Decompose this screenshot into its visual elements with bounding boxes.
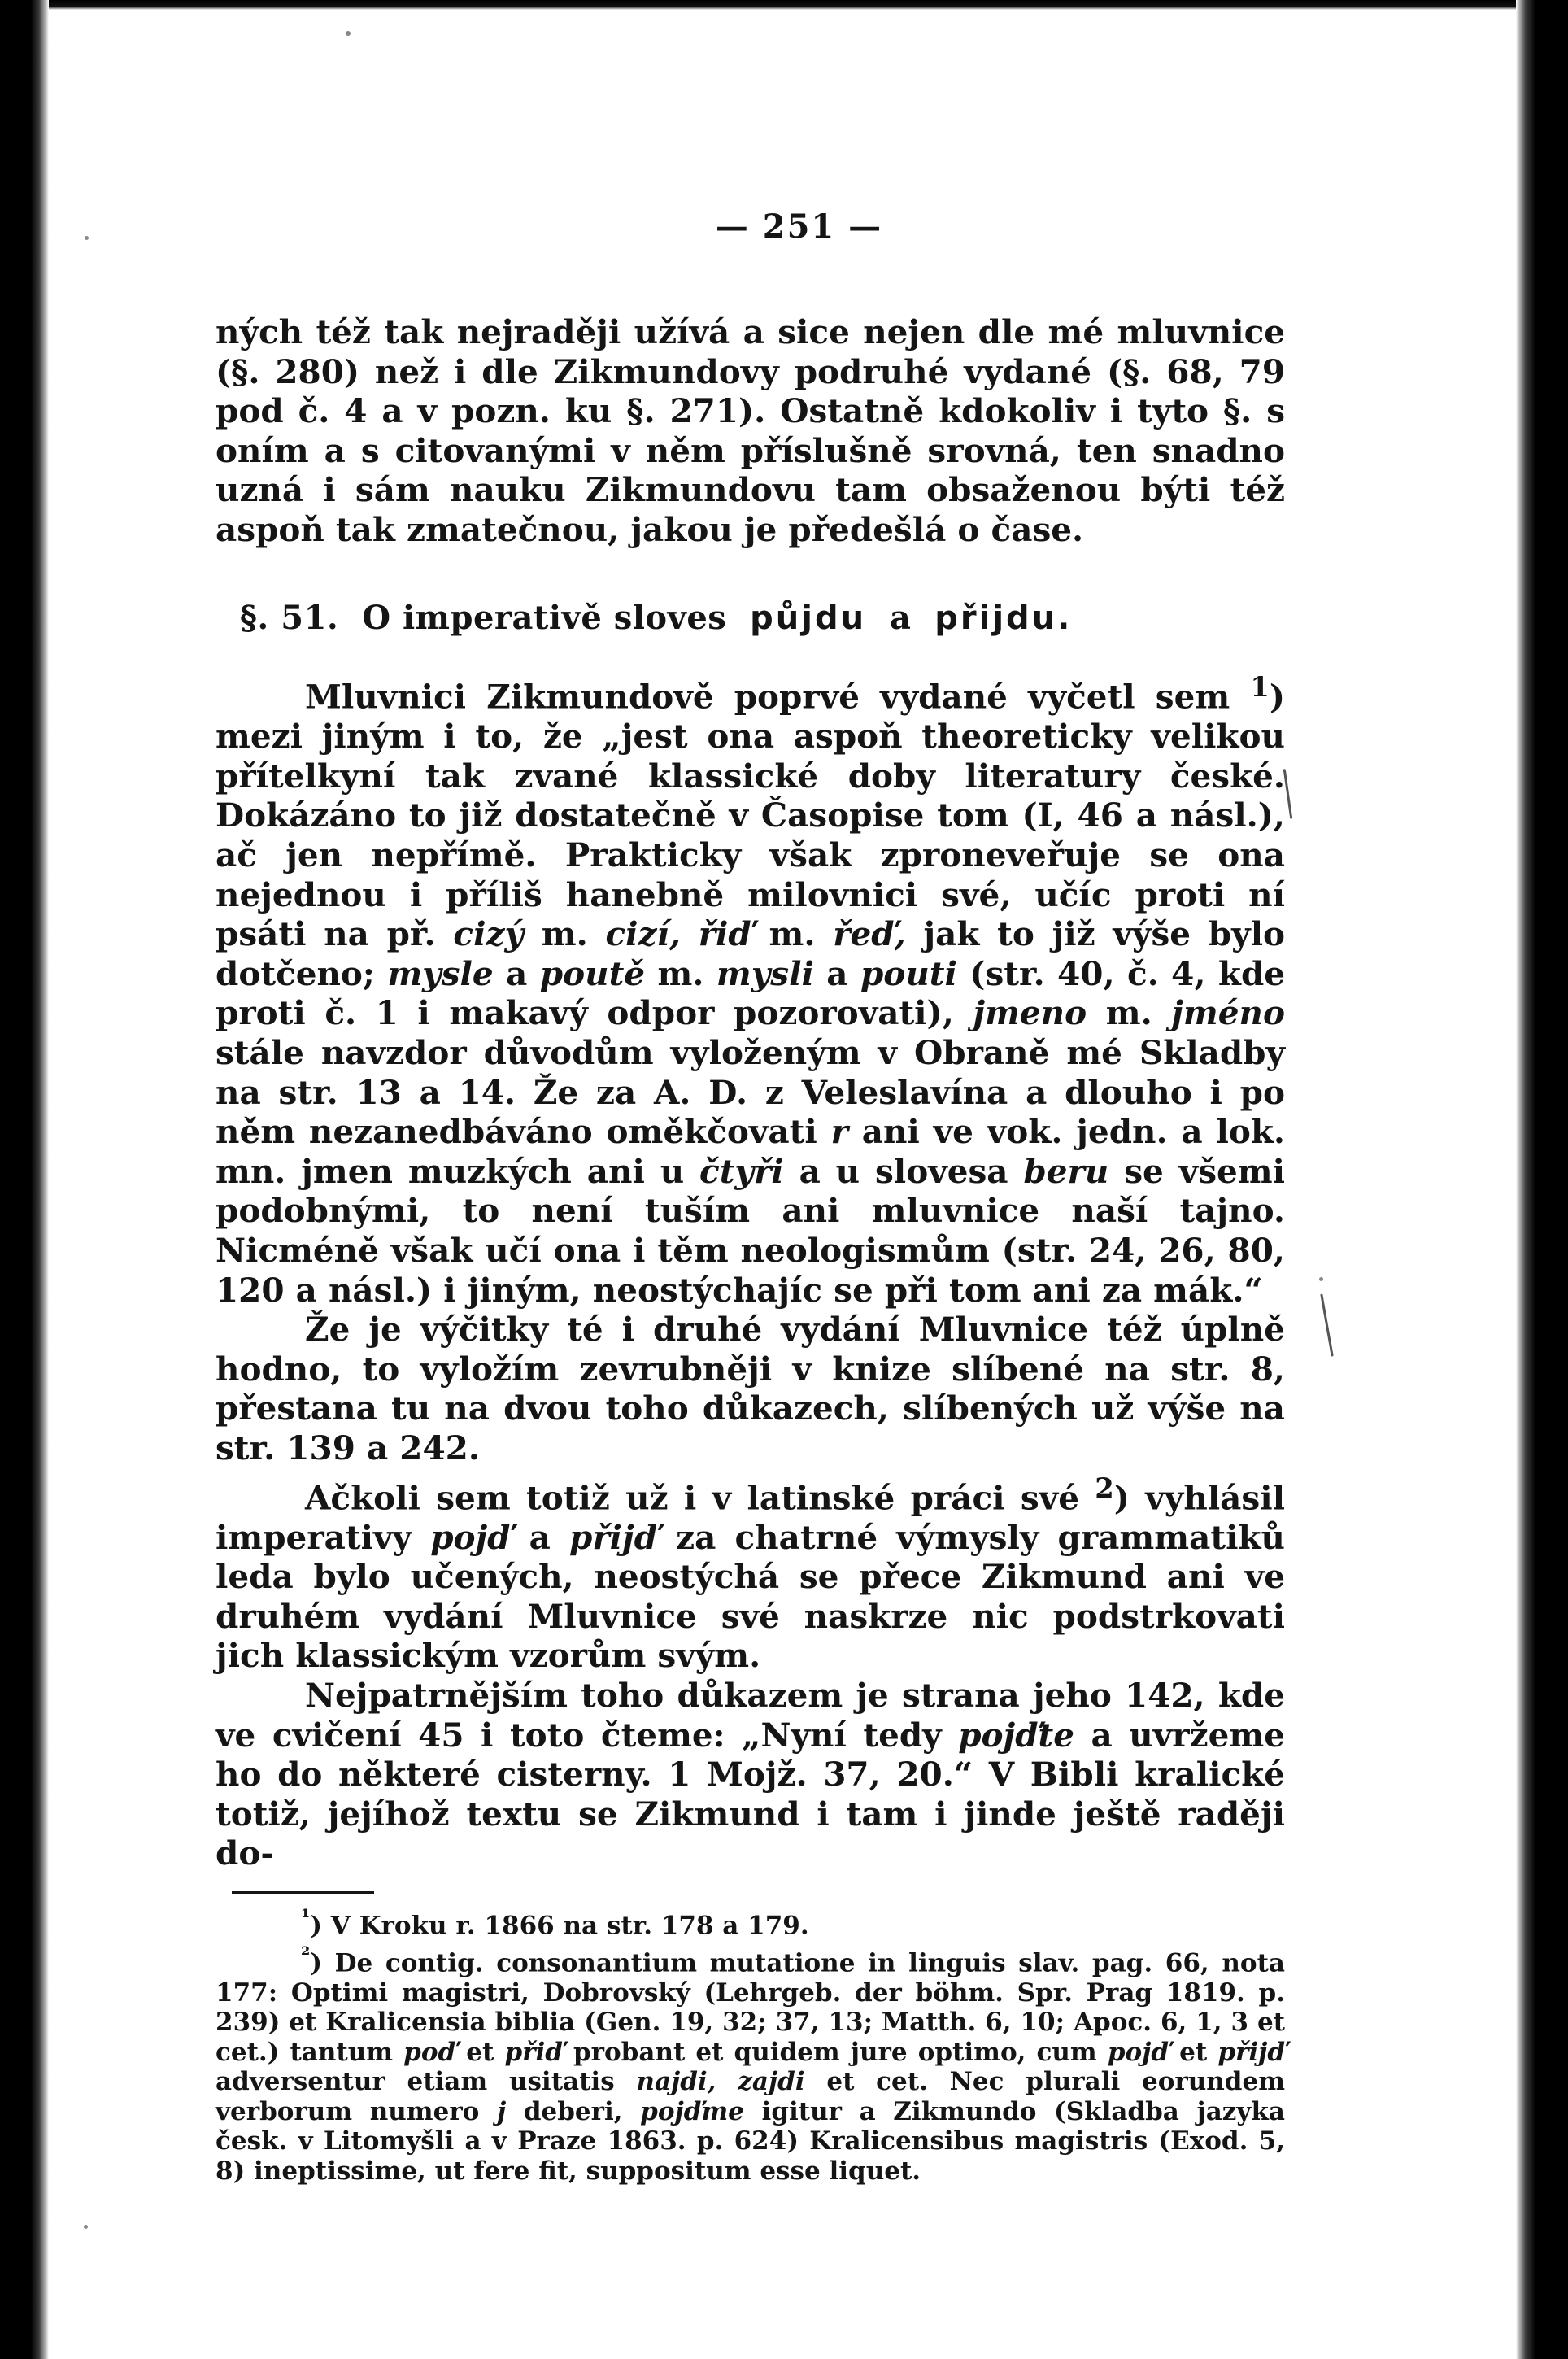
text-run: ) vyhlásil imperativy	[216, 1478, 1285, 1557]
text-run: m.	[1105, 993, 1152, 1033]
section-number: §. 51.	[240, 598, 339, 637]
scan-edge-right	[1516, 0, 1568, 2359]
paragraph-4	[216, 1676, 1285, 1873]
italic-term: jméno	[1171, 993, 1285, 1033]
footnote-text: deberi,	[523, 2096, 623, 2126]
book-page	[216, 207, 1285, 2186]
paragraph-1	[216, 667, 1285, 1310]
paragraph-3	[216, 1468, 1285, 1676]
text-run: a	[826, 953, 848, 993]
italic-term: čtyři	[699, 1151, 784, 1191]
italic-term: mysle	[387, 953, 494, 993]
italic-term: poď	[403, 2037, 456, 2067]
text-run: ) mezi jiným i to, že „jest ona aspoň theoreticky velikou přítelkyní tak zvané klassické doby literatury české. Dokázáno to již dostatečně v Časopise tom (I, 46 a násl.), ač jen nepřímě. Prakticky však zproneveřuje se ona nejednou i příliš hanebně milovnici své, učíc proti ní psáti na př.	[216, 677, 1285, 954]
text-run: a u slovesa	[799, 1151, 1008, 1191]
italic-term: jmeno	[973, 993, 1087, 1033]
footnote-ref-2: 2	[1095, 1471, 1114, 1504]
italic-term: pojď	[430, 1517, 511, 1557]
section-term-2: přijdu.	[934, 599, 1073, 637]
footnote-text: igitur a Zikmundo (Skladba jazyka česk. v Litomyšli a v Praze 1863. p. 624) Kralicensibus magistris (Exod. 5, 8) ineptissime, ut fere fit, suppositum esse liquet.	[216, 2096, 1285, 2186]
italic-term: beru	[1023, 1151, 1109, 1191]
italic-term: j	[496, 2096, 507, 2126]
text-run: se všemi podobnými, to není tuším ani mluvnice naší tajno. Nicméně však učí ona i těm neologismům (str. 24, 26, 80, 120 a násl.) i jiným, neostýchajíc se při tom ani za mák.“	[216, 1151, 1286, 1310]
scan-edge-top	[0, 0, 1568, 10]
paragraph-2: Že je výčitky té i druhé vydání Mluvnice též úplně hodno, to vyložím zevrubněji v knize slíbené na str. 8, přestana tu na dvou toho důkazech, slíbených už výše na str. 139 a 242.	[216, 1310, 1285, 1467]
italic-term: přiď	[504, 2037, 563, 2067]
italic-term: cizí, řiď	[605, 914, 751, 954]
text-run: (str. 40, č. 4, kde proti č. 1 i makavý odpor pozorovati),	[216, 953, 1286, 1033]
text-run: za chatrné výmysly grammatiků leda bylo učených, neostýchá se přece Zikmund ani ve druhém vydání Mluvnice své naskrze nic podstrkovati jich klassickým vzorům svým.	[216, 1517, 1285, 1676]
text-run: a	[529, 1517, 551, 1557]
footnote-2	[216, 1941, 1285, 2186]
text-run: Ačkoli sem totiž už i v latinské práci své	[305, 1478, 1079, 1518]
footnote-divider	[232, 1891, 374, 1894]
section-term-1: půjdu	[750, 599, 867, 637]
margin-mark	[1320, 1293, 1333, 1356]
scan-speck	[84, 2225, 88, 2229]
footnote-1	[216, 1903, 1285, 1941]
text-run: stále navzdor důvodům vyloženým v Obraně mé Skladby na str. 13 a 14. Že za A. D. z Veleslavína a dlouho i po něm nezanedbáváno oměkčovati	[216, 1033, 1285, 1152]
footnote-ref-1: 1	[1250, 670, 1270, 704]
italic-term: pojďte	[958, 1715, 1074, 1755]
italic-term: přijď	[1217, 2037, 1285, 2067]
text-run: jak to již výše bylo dotčeno;	[216, 914, 1286, 993]
italic-term: poutě	[539, 953, 646, 993]
footnote-mark: ¹	[301, 1905, 311, 1930]
italic-term: cizý	[453, 914, 524, 954]
page-body	[216, 312, 1285, 1873]
text-run: ani ve vok. jedn. a lok. mn. jmen muzkých ani u	[216, 1112, 1286, 1191]
footnote-text: ) De contig. consonantium mutatione in linguis slav. pag. 66, nota 177: Optimi magistri, Dobrovský (Lehrgeb. der böhm. Spr. Prag 1819. p. 239) et Kralicensia biblia (Gen. 19, 32; 37, 13; Matth. 6, 10; Apoc. 6, 1, 3 et cet.) tantum	[216, 1948, 1285, 2067]
text-run: a	[506, 953, 528, 993]
italic-term: r	[830, 1112, 848, 1152]
italic-term: pojďme	[640, 2096, 744, 2126]
scan-edge-left	[0, 0, 49, 2359]
italic-term: pojď	[1107, 2037, 1169, 2067]
scan-speck	[1319, 1277, 1323, 1281]
footnote-mark: ²	[301, 1943, 311, 1968]
section-heading	[216, 599, 1285, 639]
section-title: O imperativě sloves	[362, 598, 727, 637]
italic-term: přijď	[569, 1517, 658, 1557]
footnotes	[216, 1903, 1285, 2186]
footnote-text: ) V Kroku r. 1866 na str. 178 a 179.	[310, 1911, 809, 1941]
intro-paragraph: ných též tak nejraději užívá a sice nejen dle mé mluvnice (§. 280) než i dle Zikmundovy podruhé vydané (§. 68, 79 pod č. 4 a v pozn. ku §. 271). Ostatně kdokoliv i tyto §. s oním a s citovanými v něm příslušně srovná, ten snadno uzná i sám nauku Zikmundovu tam obsaženou býti též aspoň tak zmatečnou, jakou je předešlá o čase.	[216, 312, 1285, 549]
scan-speck	[85, 236, 89, 240]
footnote-text: et cet. Nec plurali eorundem verborum numero	[216, 2067, 1285, 2126]
italic-term: pouti	[860, 953, 957, 993]
text-run: m.	[769, 914, 816, 954]
italic-term: řeď,	[833, 914, 906, 954]
text-run: Nejpatrnějším toho důkazem je strana jeho 142, kde ve cvičení 45 i toto čteme: „Nyní tedy	[216, 1676, 1285, 1755]
italic-term: najdi, zajdi	[636, 2067, 805, 2097]
footnote-text: et	[1179, 2037, 1208, 2067]
section-conjunction: a	[889, 598, 912, 637]
footnote-text: et	[466, 2037, 494, 2067]
text-run: m.	[541, 914, 588, 954]
scan-speck	[346, 31, 351, 36]
footnote-text: probant et quidem jure optimo, cum	[573, 2037, 1097, 2067]
footnote-text: adversentur etiam usitatis	[216, 2067, 615, 2097]
text-run: m.	[657, 953, 704, 993]
italic-term: mysli	[716, 953, 814, 993]
text-run: a uvržeme ho do některé cisterny. 1 Mojž. 37, 20.“ V Bibli kralické totiž, jejíhož textu se Zikmund i tam i jinde ještě raději do-	[216, 1715, 1285, 1873]
text-run: Mluvnici Zikmundově poprvé vydané vyčetl sem	[305, 677, 1230, 717]
page-number: — 251 —	[715, 207, 883, 246]
